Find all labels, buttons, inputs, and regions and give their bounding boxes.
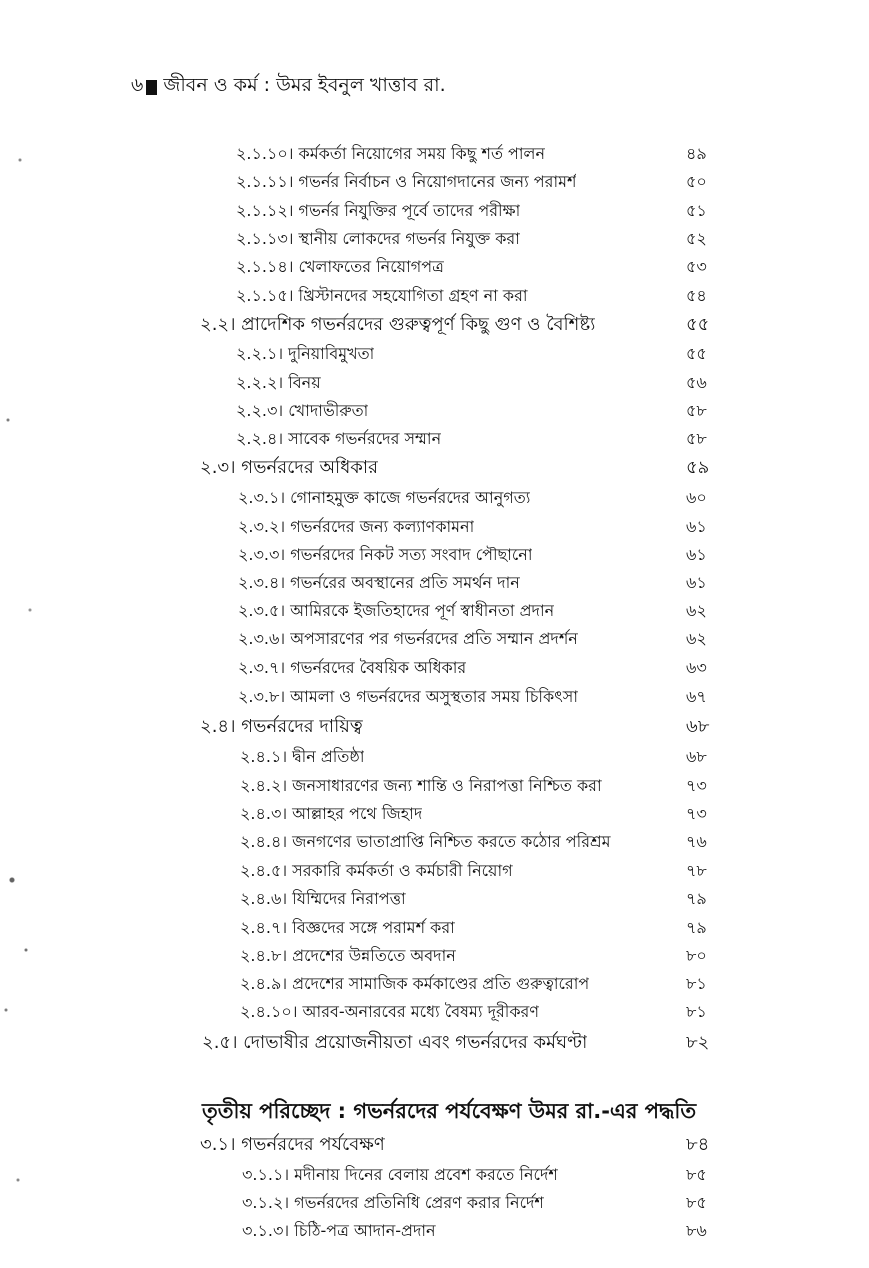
toc-section[interactable] bbox=[0, 1131, 869, 1159]
toc-entry[interactable] bbox=[0, 197, 869, 225]
toc-entry-label: ২.১.১৩। স্থানীয় লোকদের গভর্নর নিযুক্ত করা bbox=[236, 228, 520, 248]
toc-entry-page: ৬২ bbox=[686, 628, 707, 648]
toc-entry[interactable] bbox=[0, 168, 869, 196]
toc-entry[interactable] bbox=[0, 885, 869, 913]
toc-entry[interactable] bbox=[0, 397, 869, 425]
toc-entry-label: ২.৩.১। গোনাহমুক্ত কাজে গভর্নরদের আনুগত্য bbox=[238, 487, 531, 507]
toc-section-page: ৮৪ bbox=[686, 1133, 710, 1155]
toc-entry-page: ৫৫ bbox=[686, 343, 707, 363]
toc-entry[interactable] bbox=[0, 683, 869, 711]
toc-entry-page: ৬১ bbox=[686, 516, 707, 536]
toc-entry-page: ৬১ bbox=[686, 572, 707, 592]
toc-entry-label: ২.৩.২। গভর্নরদের জন্য কল্যাণকামনা bbox=[238, 516, 475, 536]
toc-entry-page: ৭৮ bbox=[686, 860, 707, 880]
toc-entry-page: ৫৮ bbox=[686, 428, 707, 448]
toc-entry-label: ৩.১.১। মদীনায় দিনের বেলায় প্রবেশ করতে নির্দেশ bbox=[242, 1164, 558, 1184]
toc-entry-page: ৫৪ bbox=[686, 285, 707, 305]
toc-entry-label: ২.৪.৩। আল্লাহর পথে জিহাদ bbox=[240, 803, 423, 823]
toc-entry-label: ২.২.৩। খোদাভীরুতা bbox=[236, 400, 369, 420]
toc-section-label: ২.৪। গভর্নরদের দায়িত্ব bbox=[200, 715, 363, 737]
toc-entry-page: ৬৭ bbox=[686, 686, 707, 706]
toc-entry[interactable] bbox=[0, 1189, 869, 1217]
toc-entry-page: ৮০ bbox=[686, 945, 707, 965]
toc-entry-label: ২.৩.৪। গভর্নরের অবস্থানের প্রতি সমর্থন দান bbox=[238, 572, 520, 592]
toc-entry[interactable] bbox=[0, 772, 869, 800]
toc-entry-label: ২.২.২। বিনয় bbox=[236, 372, 321, 392]
toc-section-label: ২.৫। দোভাষীর প্রয়োজনীয়তা এবং গভর্নরদের কর্মঘণ্টা bbox=[202, 1031, 588, 1053]
toc-entry-label: ২.৪.১। দ্বীন প্রতিষ্ঠা bbox=[240, 746, 365, 766]
toc-entry-label: ৩.১.৩। চিঠি-পত্র আদান-প্রদান bbox=[242, 1220, 436, 1240]
toc-entry-page: ৭৩ bbox=[686, 775, 707, 795]
toc-entry[interactable] bbox=[0, 340, 869, 368]
toc-section-page: ৬৮ bbox=[686, 715, 710, 737]
toc-entry-page: ৫০ bbox=[686, 171, 707, 191]
toc-entry[interactable] bbox=[0, 597, 869, 625]
toc-entry-label: ২.৩.৮। আমলা ও গভর্নরদের অসুস্থতার সময় চিকিৎসা bbox=[238, 686, 578, 706]
toc-section-page: ৮২ bbox=[686, 1031, 710, 1053]
toc-entry-page: ৮৬ bbox=[686, 1220, 707, 1240]
toc-entry-page: ৬৩ bbox=[686, 657, 707, 677]
toc-entry[interactable] bbox=[0, 970, 869, 998]
toc-entry-page: ৬৮ bbox=[686, 746, 707, 766]
header-title: জীবন ও কর্ম : উমর ইবনুল খাত্তাব রা. bbox=[163, 74, 446, 96]
toc-entry-page: ৫৬ bbox=[686, 372, 707, 392]
toc-entry-page: ৮১ bbox=[686, 1001, 707, 1021]
header-page-number: ৬ bbox=[131, 74, 144, 96]
toc-entry-label: ২.৪.৮। প্রদেশের উন্নতিতে অবদান bbox=[240, 945, 456, 965]
toc-entry-label: ২.৪.২। জনসাধারণের জন্য শান্তি ও নিরাপত্তা নিশ্চিত করা bbox=[240, 775, 602, 795]
toc-entry-label: ২.৩.৭। গভর্নরদের বৈষয়িক অধিকার bbox=[238, 657, 467, 677]
toc-entry[interactable] bbox=[0, 225, 869, 253]
toc-entry-page: ৬০ bbox=[686, 487, 707, 507]
toc-entry-label: ২.২.৪। সাবেক গভর্নরদের সম্মান bbox=[236, 428, 442, 448]
toc-entry-page: ৮৫ bbox=[686, 1192, 707, 1212]
toc-entry-page: ৭৯ bbox=[686, 888, 707, 908]
toc-entry-page: ৭৩ bbox=[686, 803, 707, 823]
toc-entry[interactable] bbox=[0, 1217, 869, 1245]
toc-entry-page: ৬২ bbox=[686, 600, 707, 620]
toc-section[interactable] bbox=[0, 311, 869, 339]
toc-entry-page: ৫২ bbox=[686, 228, 707, 248]
toc-entry-label: ২.৪.৫। সরকারি কর্মকর্তা ও কর্মচারী নিয়োগ bbox=[240, 860, 513, 880]
toc-entry[interactable] bbox=[0, 253, 869, 281]
toc-entry-label: ২.১.১১। গভর্নর নির্বাচন ও নিয়োগদানের জন্য পরামর্শ bbox=[236, 171, 577, 191]
toc-entry-page: ৪৯ bbox=[686, 143, 707, 163]
toc-entry[interactable] bbox=[0, 654, 869, 682]
toc-entry-label: ২.১.১৫। খ্রিস্টানদের সহযোগিতা গ্রহণ না করা bbox=[236, 285, 528, 305]
toc-section-label: ২.২। প্রাদেশিক গভর্নরদের গুরুত্বপূর্ণ কিছু গুণ ও বৈশিষ্ট্য bbox=[200, 313, 596, 335]
toc-section[interactable] bbox=[0, 1029, 869, 1057]
toc-entry-page: ৭৬ bbox=[686, 831, 707, 851]
toc-entry[interactable] bbox=[0, 369, 869, 397]
toc-entry[interactable] bbox=[0, 914, 869, 942]
toc-section[interactable] bbox=[0, 713, 869, 741]
toc-entry-label: ২.২.১। দুনিয়াবিমুখতা bbox=[236, 343, 375, 363]
toc-entry[interactable] bbox=[0, 484, 869, 512]
toc-entry-label: ২.১.১৪। খেলাফতের নিয়োগপত্র bbox=[236, 256, 444, 276]
toc-section-page: ৫৫ bbox=[686, 313, 710, 335]
toc-entry-page: ৫১ bbox=[686, 200, 707, 220]
toc-section-label: ২.৩। গভর্নরদের অধিকার bbox=[200, 456, 378, 478]
toc-entry-page: ৫৮ bbox=[686, 400, 707, 420]
toc-entry-label: ২.১.১২। গভর্নর নিযুক্তির পূর্বে তাদের পরীক্ষা bbox=[236, 200, 521, 220]
toc-entry-label: ২.৪.৯। প্রদেশের সামাজিক কর্মকাণ্ডের প্রতি গুরুত্বারোপ bbox=[240, 973, 590, 993]
toc-entry-page: ৮৫ bbox=[686, 1164, 707, 1184]
toc-entry[interactable] bbox=[0, 942, 869, 970]
toc-entry[interactable] bbox=[0, 857, 869, 885]
toc-entry[interactable] bbox=[0, 140, 869, 168]
chapter-heading: তৃতীয় পরিচ্ছেদ : গভর্নরদের পর্যবেক্ষণ উমর রা.-এর পদ্ধতি bbox=[202, 1098, 697, 1123]
toc-entry-label: ২.৪.৪। জনগণের ভাতাপ্রাপ্তি নিশ্চিত করতে কঠোর পরিশ্রম bbox=[240, 831, 611, 851]
toc-entry[interactable] bbox=[0, 625, 869, 653]
toc-entry-label: ২.৩.৫। আমিরকে ইজতিহাদের পূর্ণ স্বাধীনতা প্রদান bbox=[238, 600, 555, 620]
toc-entry-label: ৩.১.২। গভর্নরদের প্রতিনিধি প্রেরণ করার নির্দেশ bbox=[242, 1192, 544, 1212]
toc-entry[interactable] bbox=[0, 541, 869, 569]
toc-section-page: ৫৯ bbox=[686, 456, 710, 478]
toc-entry-label: ২.৪.১০। আরব-অনারবের মধ্যে বৈষম্য দূরীকরণ bbox=[240, 1001, 540, 1021]
toc-entry-label: ২.৪.৭। বিজ্ঞদের সঙ্গে পরামর্শ করা bbox=[240, 917, 455, 937]
toc-entry[interactable] bbox=[0, 1161, 869, 1189]
toc-entry-page: ৮১ bbox=[686, 973, 707, 993]
toc-entry[interactable] bbox=[0, 743, 869, 771]
toc-entry[interactable] bbox=[0, 513, 869, 541]
toc-entry-label: ২.৩.৬। অপসারণের পর গভর্নরদের প্রতি সম্মান প্রদর্শন bbox=[238, 628, 578, 648]
toc-entry[interactable] bbox=[0, 282, 869, 310]
toc-entry-label: ২.৪.৬। যিম্মিদের নিরাপত্তা bbox=[240, 888, 406, 908]
toc-section[interactable] bbox=[0, 454, 869, 482]
toc-section-label: ৩.১। গভর্নরদের পর্যবেক্ষণ bbox=[200, 1133, 385, 1155]
toc-entry-label: ২.১.১০। কর্মকর্তা নিয়োগের সময় কিছু শর্ত পালন bbox=[236, 143, 546, 163]
toc-entry-page: ৫৩ bbox=[686, 256, 707, 276]
toc-entry-label: ২.৩.৩। গভর্নরদের নিকট সত্য সংবাদ পৌছানো bbox=[238, 544, 533, 564]
toc-entry-page: ৬১ bbox=[686, 544, 707, 564]
toc-entry[interactable] bbox=[0, 425, 869, 453]
toc-entry[interactable] bbox=[0, 998, 869, 1026]
toc-entry[interactable] bbox=[0, 800, 869, 828]
toc-entry[interactable] bbox=[0, 828, 869, 856]
toc-entry[interactable] bbox=[0, 569, 869, 597]
toc-entry-page: ৭৯ bbox=[686, 917, 707, 937]
